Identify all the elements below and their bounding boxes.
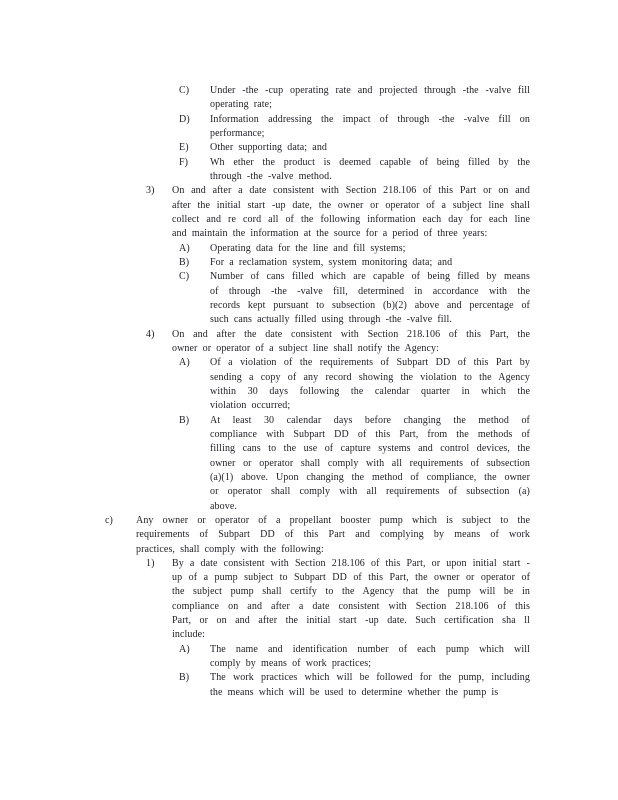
text-line: operating rate; <box>210 99 273 111</box>
clause-item <box>179 643 618 672</box>
clause-item <box>179 156 618 185</box>
text-line: practices, shall comply with the following: <box>136 543 324 555</box>
clause-label: D) <box>179 113 190 125</box>
text-line: Number of cans filled which are capable of being filled by means <box>210 271 530 283</box>
text-line: requirements of Subpart DD of this Part and complying by means of work <box>136 529 530 541</box>
text-line: performance; <box>210 127 265 139</box>
text-line: or operator shall comply with all requirements of subsection (a) <box>210 486 530 498</box>
text-line: On and after a date consistent with Section 218.106 of this Part or on and <box>172 185 530 197</box>
clause-item <box>179 84 618 113</box>
clause-item <box>179 141 618 155</box>
text-line: within 30 days following the calendar quarter in which the <box>210 385 530 397</box>
clause-item <box>179 414 618 514</box>
clause-text <box>210 643 530 672</box>
text-line: At least 30 calendar days before changing the method of <box>210 414 530 426</box>
clause-label: 1) <box>146 557 155 569</box>
text-line: By a date consistent with Section 218.106 of this Part, or upon initial start - <box>172 557 530 569</box>
text-line: For a reclamation system, system monitoring data; and <box>210 256 453 268</box>
text-line: Operating data for the line and fill systems; <box>210 242 406 254</box>
clause-label: C) <box>179 85 190 96</box>
clause-item <box>105 514 618 557</box>
clause-text <box>210 671 530 700</box>
clause-label: 4) <box>146 328 155 340</box>
clause-label: B) <box>179 414 190 426</box>
clause-item <box>179 270 618 327</box>
text-line: Wh ether the product is deemed capable of being filled by the <box>210 156 530 168</box>
clause-text <box>210 242 530 256</box>
clause-label: E) <box>179 142 189 154</box>
clause-item <box>179 256 618 270</box>
clause-text <box>210 84 530 113</box>
document-body <box>0 84 618 700</box>
text-line: through -the -valve method. <box>210 170 332 182</box>
text-line: owner or operator shall comply with all requirements of subsection <box>210 457 530 469</box>
text-line: The work practices which will be followed for the pump, including <box>210 672 530 684</box>
clause-text <box>172 328 530 357</box>
text-line: records kept pursuant to subsection (b)(2) above and percentage of <box>210 299 530 311</box>
clause-text <box>210 270 530 327</box>
clause-label: B) <box>179 256 190 268</box>
text-line: Under -the -cup operating rate and projected through -the -valve fill <box>210 85 530 96</box>
text-line: filling cans to the use of capture systems and control devices, the <box>210 443 530 455</box>
text-line: (a)(1) above. Upon changing the method of compliance, the owner <box>210 471 530 483</box>
text-line: sending a copy of any record showing the violation to the Agency <box>210 371 530 383</box>
clause-label: 3) <box>146 185 155 197</box>
text-line: compliance with Subpart DD of this Part, from the methods of <box>210 428 530 440</box>
clause-label: C) <box>179 271 190 283</box>
text-line: of through -the -valve fill, determined in accordance with the <box>210 285 530 297</box>
clause-text <box>210 356 530 413</box>
text-line: and maintain the information at the source for a period of three years: <box>172 228 488 240</box>
text-line: The name and identification number of each pump which will <box>210 643 530 655</box>
clause-label: B) <box>179 672 190 684</box>
clause-label: F) <box>179 156 189 168</box>
clause-item <box>146 328 618 357</box>
clause-item <box>179 242 618 256</box>
clause-text <box>136 514 530 557</box>
clause-label: A) <box>179 357 190 369</box>
text-line: compliance on and after a date consistent with Section 218.106 of this <box>172 600 530 612</box>
text-line: comply by means of work practices; <box>210 658 372 670</box>
clause-item <box>146 184 618 241</box>
text-line: above. <box>210 500 237 512</box>
text-line: owner or operator of a subject line shall notify the Agency: <box>172 342 440 354</box>
clause-label: c) <box>105 514 113 526</box>
text-line: the subject pump shall certify to the Agency that the pump will be in <box>172 586 530 598</box>
text-line: such cans actually filled using through -the -valve fill. <box>210 314 453 326</box>
text-line: the means which will be used to determine whether the pump is <box>210 686 499 698</box>
text-line: violation occurred; <box>210 400 291 412</box>
clause-item <box>179 356 618 413</box>
clause-text <box>172 184 530 241</box>
clause-text <box>210 113 530 142</box>
clause-label: A) <box>179 643 190 655</box>
clause-item <box>179 113 618 142</box>
clause-item <box>146 557 618 643</box>
clause-text <box>210 156 530 185</box>
text-line: collect and re cord all of the following information each day for each line <box>172 213 530 225</box>
text-line: include: <box>172 629 206 641</box>
clause-text <box>210 141 530 155</box>
text-line: Of a violation of the requirements of Subpart DD of this Part by <box>210 357 530 369</box>
text-line: Any owner or operator of a propellant booster pump which is subject to the <box>136 514 530 526</box>
text-line: after the initial start -up date, the owner or operator of a subject line shall <box>172 199 530 211</box>
text-line: Other supporting data; and <box>210 142 328 154</box>
text-line: On and after the date consistent with Section 218.106 of this Part, the <box>172 328 530 340</box>
text-line: up of a pump subject to Subpart DD of this Part, the owner or operator of <box>172 572 530 584</box>
clause-label: A) <box>179 242 190 254</box>
clause-text <box>210 256 530 270</box>
clause-text <box>210 414 530 514</box>
clause-text <box>172 557 530 643</box>
clause-item <box>179 671 618 700</box>
text-line: Part, or on and after the initial start -up date. Such certification sha ll <box>172 615 530 627</box>
text-line: Information addressing the impact of through -the -valve fill on <box>210 113 530 125</box>
